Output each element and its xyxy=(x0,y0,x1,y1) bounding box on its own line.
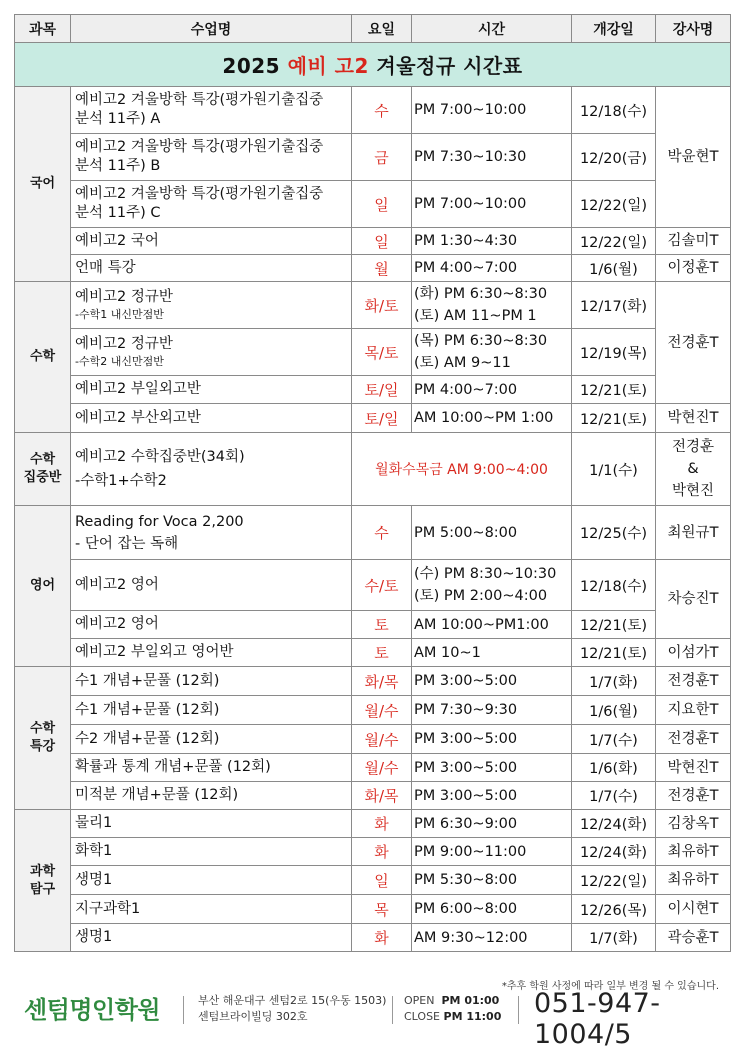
class-day-time: 월화수목금 AM 9:00~4:00 xyxy=(352,433,572,506)
class-name: 예비고2 국어 xyxy=(71,228,352,255)
class-name: 미적분 개념+문풀 (12회) xyxy=(71,782,352,810)
divider xyxy=(518,996,519,1024)
class-day: 화/토 xyxy=(352,282,412,329)
class-start: 12/21(토) xyxy=(572,639,656,667)
teacher: 최유하T xyxy=(656,838,731,866)
teacher: 차승진T xyxy=(656,560,731,639)
teacher: 최유하T xyxy=(656,866,731,895)
footer xyxy=(0,974,743,1051)
teacher: 박윤현T xyxy=(656,87,731,228)
class-time: AM 10:00~PM 1:00 xyxy=(412,404,572,433)
change-notice: *추후 학원 사정에 따라 일부 변경 될 수 있습니다. xyxy=(501,981,719,992)
class-name: 예비고2 부일외고 영어반 xyxy=(71,639,352,667)
header-class: 수업명 xyxy=(71,15,352,43)
class-time: AM 10:00~PM1:00 xyxy=(412,611,572,639)
class-name: 예비고2 정규반 -수학1 내신만점반 xyxy=(71,282,352,329)
class-start: 12/17(화) xyxy=(572,282,656,329)
table-row xyxy=(15,433,731,506)
class-name: 예비고2 영어 xyxy=(71,560,352,611)
class-start: 12/22(일) xyxy=(572,866,656,895)
class-time: PM 5:00~8:00 xyxy=(412,506,572,560)
class-start: 12/21(토) xyxy=(572,376,656,404)
class-name: 생명1 xyxy=(71,924,352,952)
class-name: 예비고2 수학집중반(34회) -수학1+수학2 xyxy=(71,433,352,506)
class-name: 확률과 통계 개념+문풀 (12회) xyxy=(71,754,352,782)
divider xyxy=(183,996,184,1024)
class-day: 수 xyxy=(352,506,412,560)
table-row xyxy=(15,611,731,639)
class-time: (목) PM 6:30~8:30 (토) AM 9~11 xyxy=(412,329,572,376)
header-teacher: 강사명 xyxy=(656,15,731,43)
business-hours: OPEN PM 01:00 CLOSE PM 11:00 xyxy=(404,994,502,1023)
table-row xyxy=(15,810,731,838)
class-start: 12/18(수) xyxy=(572,560,656,611)
table-row xyxy=(15,376,731,404)
table-row xyxy=(15,181,731,228)
class-day: 목 xyxy=(352,895,412,924)
class-day: 월/수 xyxy=(352,696,412,725)
class-start: 1/7(화) xyxy=(572,667,656,696)
table-row xyxy=(15,924,731,952)
class-name: 물리1 xyxy=(71,810,352,838)
class-time: PM 3:00~5:00 xyxy=(412,725,572,754)
class-time: PM 3:00~5:00 xyxy=(412,782,572,810)
class-start: 12/24(화) xyxy=(572,838,656,866)
class-day: 화/목 xyxy=(352,782,412,810)
table-row xyxy=(15,560,731,611)
header-subject: 과목 xyxy=(15,15,71,43)
table-row xyxy=(15,725,731,754)
table-row xyxy=(15,134,731,181)
table-row xyxy=(15,667,731,696)
class-name: 예비고2 겨울방학 특강(평가원기출집중 분석 11주) C xyxy=(71,181,352,228)
class-day: 일 xyxy=(352,228,412,255)
table-row xyxy=(15,87,731,134)
class-start: 12/19(목) xyxy=(572,329,656,376)
teacher: 전경훈T xyxy=(656,782,731,810)
class-day: 금 xyxy=(352,134,412,181)
timetable xyxy=(14,14,731,952)
subject-math-special: 수학 특강 xyxy=(15,667,71,810)
page-title: 2025 예비 고2 겨울정규 시간표 xyxy=(15,43,731,87)
teacher: 최원규T xyxy=(656,506,731,560)
class-time: PM 4:00~7:00 xyxy=(412,376,572,404)
teacher: 박현진T xyxy=(656,404,731,433)
header-day: 요일 xyxy=(352,15,412,43)
class-start: 12/22(일) xyxy=(572,228,656,255)
class-name: 지구과학1 xyxy=(71,895,352,924)
teacher: 이섬가T xyxy=(656,639,731,667)
class-time: PM 6:00~8:00 xyxy=(412,895,572,924)
class-day: 수 xyxy=(352,87,412,134)
subject-science: 과학 탐구 xyxy=(15,810,71,952)
class-day: 일 xyxy=(352,866,412,895)
teacher: 이시현T xyxy=(656,895,731,924)
class-start: 12/21(토) xyxy=(572,404,656,433)
class-name: 화학1 xyxy=(71,838,352,866)
class-start: 12/20(금) xyxy=(572,134,656,181)
class-day: 목/토 xyxy=(352,329,412,376)
table-row xyxy=(15,696,731,725)
teacher: 김솔미T xyxy=(656,228,731,255)
class-day: 토/일 xyxy=(352,376,412,404)
class-time: PM 4:00~7:00 xyxy=(412,255,572,282)
academy-logo: 센텀명인학원 xyxy=(24,996,161,1024)
table-row xyxy=(15,639,731,667)
class-time: PM 3:00~5:00 xyxy=(412,754,572,782)
class-start: 12/24(화) xyxy=(572,810,656,838)
class-name: 언매 특강 xyxy=(71,255,352,282)
class-time: PM 9:00~11:00 xyxy=(412,838,572,866)
table-row xyxy=(15,838,731,866)
address: 부산 해운대구 센텀2로 15(우동 1503) 센텀브라이빌딩 302호 xyxy=(198,994,387,1023)
class-time: (화) PM 6:30~8:30 (토) AM 11~PM 1 xyxy=(412,282,572,329)
teacher: 전경훈T xyxy=(656,282,731,404)
class-name: 수1 개념+문풀 (12회) xyxy=(71,667,352,696)
class-day: 화 xyxy=(352,924,412,952)
class-time: PM 7:30~10:30 xyxy=(412,134,572,181)
header-time: 시간 xyxy=(412,15,572,43)
table-row xyxy=(15,895,731,924)
class-start: 12/18(수) xyxy=(572,87,656,134)
class-start: 1/6(월) xyxy=(572,696,656,725)
table-row xyxy=(15,255,731,282)
class-name: 예비고2 부일외고반 xyxy=(71,376,352,404)
class-start: 1/7(화) xyxy=(572,924,656,952)
class-day: 토 xyxy=(352,639,412,667)
class-day: 토 xyxy=(352,611,412,639)
table-row xyxy=(15,506,731,560)
class-name: 예비고2 겨울방학 특강(평가원기출집중 분석 11주) B xyxy=(71,134,352,181)
subject-math: 수학 xyxy=(15,282,71,433)
class-name: 수1 개념+문풀 (12회) xyxy=(71,696,352,725)
class-name: 예비고2 겨울방학 특강(평가원기출집중 분석 11주) A xyxy=(71,87,352,134)
class-time: PM 5:30~8:00 xyxy=(412,866,572,895)
class-time: AM 9:30~12:00 xyxy=(412,924,572,952)
class-name: 에비고2 부산외고반 xyxy=(71,404,352,433)
class-time: PM 1:30~4:30 xyxy=(412,228,572,255)
class-name: 생명1 xyxy=(71,866,352,895)
class-day: 일 xyxy=(352,181,412,228)
header-row xyxy=(15,15,731,43)
class-start: 1/7(수) xyxy=(572,725,656,754)
class-day: 화/목 xyxy=(352,667,412,696)
class-day: 월/수 xyxy=(352,725,412,754)
teacher: 지요한T xyxy=(656,696,731,725)
class-time: (수) PM 8:30~10:30 (토) PM 2:00~4:00 xyxy=(412,560,572,611)
class-start: 1/7(수) xyxy=(572,782,656,810)
class-time: PM 6:30~9:00 xyxy=(412,810,572,838)
class-time: PM 7:00~10:00 xyxy=(412,181,572,228)
teacher: 곽승훈T xyxy=(656,924,731,952)
timetable-sheet xyxy=(14,14,730,952)
teacher: 이정훈T xyxy=(656,255,731,282)
table-row xyxy=(15,228,731,255)
header-start: 개강일 xyxy=(572,15,656,43)
class-day: 월/수 xyxy=(352,754,412,782)
class-start: 1/6(월) xyxy=(572,255,656,282)
teacher: 박현진T xyxy=(656,754,731,782)
table-row xyxy=(15,282,731,329)
table-row xyxy=(15,754,731,782)
class-name: 예비고2 정규반 -수학2 내신만점반 xyxy=(71,329,352,376)
teacher: 전경훈T xyxy=(656,725,731,754)
class-start: 1/6(화) xyxy=(572,754,656,782)
class-start: 1/1(수) xyxy=(572,433,656,506)
class-day: 토/일 xyxy=(352,404,412,433)
class-day: 수/토 xyxy=(352,560,412,611)
table-row xyxy=(15,404,731,433)
teacher: 김창옥T xyxy=(656,810,731,838)
table-row xyxy=(15,329,731,376)
class-time: AM 10~1 xyxy=(412,639,572,667)
class-start: 12/21(토) xyxy=(572,611,656,639)
class-name: Reading for Voca 2,200 - 단어 잡는 독해 xyxy=(71,506,352,560)
teacher: 전경훈T xyxy=(656,667,731,696)
class-start: 12/25(수) xyxy=(572,506,656,560)
title-highlight: 예비 고2 xyxy=(287,54,369,78)
class-name: 수2 개념+문풀 (12회) xyxy=(71,725,352,754)
class-day: 화 xyxy=(352,810,412,838)
class-name: 예비고2 영어 xyxy=(71,611,352,639)
class-time: PM 3:00~5:00 xyxy=(412,667,572,696)
phone-number: 051-947-1004/5 xyxy=(534,988,661,1050)
teacher: 전경훈 & 박현진 xyxy=(656,433,731,506)
table-row xyxy=(15,866,731,895)
divider xyxy=(392,996,393,1024)
table-row xyxy=(15,782,731,810)
subject-english: 영어 xyxy=(15,506,71,667)
class-start: 12/22(일) xyxy=(572,181,656,228)
class-time: PM 7:00~10:00 xyxy=(412,87,572,134)
class-start: 12/26(목) xyxy=(572,895,656,924)
class-day: 화 xyxy=(352,838,412,866)
class-day: 월 xyxy=(352,255,412,282)
class-time: PM 7:30~9:30 xyxy=(412,696,572,725)
subject-korean: 국어 xyxy=(15,87,71,282)
subject-math-intensive: 수학 집중반 xyxy=(15,433,71,506)
